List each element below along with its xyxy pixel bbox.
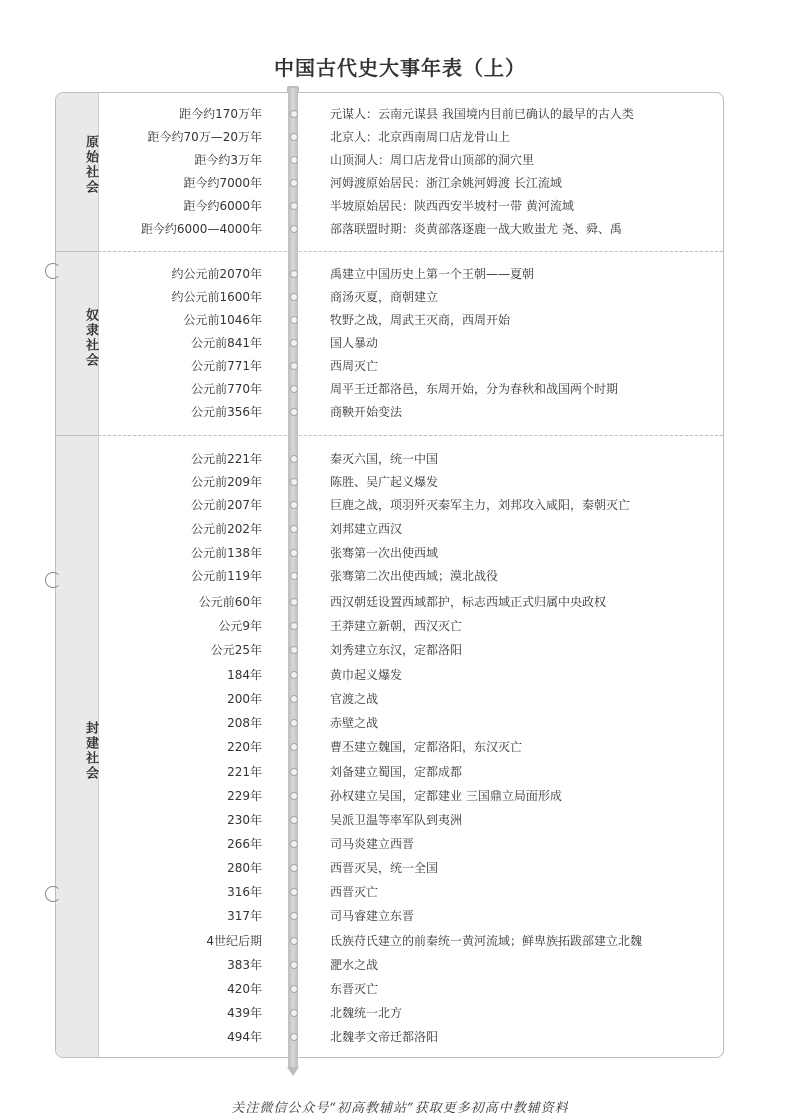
timeline-tick-icon xyxy=(290,719,298,727)
event-description: 东晋灭亡 xyxy=(330,982,379,996)
event-description: 司马炎建立西晋 xyxy=(330,837,415,851)
event-date: 公元前207年 xyxy=(191,498,262,512)
event-date: 公元前119年 xyxy=(191,569,262,583)
timeline-tick-icon xyxy=(290,768,298,776)
timeline-tick-icon xyxy=(290,912,298,920)
event-description: 刘秀建立东汉，定都洛阳 xyxy=(330,643,463,657)
timeline-tick-icon xyxy=(290,743,298,751)
timeline-row xyxy=(0,713,800,733)
timeline-row xyxy=(0,689,800,709)
event-date: 184年 xyxy=(227,668,262,682)
era-label-primitive: 原始社会 xyxy=(83,135,98,195)
event-description: 曹丕建立魏国，定都洛阳，东汉灭亡 xyxy=(330,740,523,754)
timeline-row xyxy=(0,333,800,353)
page-title: 中国古代史大事年表（上） xyxy=(274,56,526,80)
timeline-row xyxy=(0,737,800,757)
timeline-row xyxy=(0,979,800,999)
event-description: 商鞅开始变法 xyxy=(330,405,403,419)
event-date: 距今约170万年 xyxy=(179,107,262,121)
timeline-row xyxy=(0,449,800,469)
timeline-tick-icon xyxy=(290,598,298,606)
timeline-row xyxy=(0,150,800,170)
event-date: 439年 xyxy=(227,1006,262,1020)
event-description: 巨鹿之战，项羽歼灭秦军主力，刘邦攻入咸阳，秦朝灭亡 xyxy=(330,498,631,512)
event-description: 半坡原始居民：陕西西安半坡村一带 黄河流域 xyxy=(330,199,574,213)
timeline-row xyxy=(0,665,800,685)
timeline-tick-icon xyxy=(290,408,298,416)
timeline-tick-icon xyxy=(290,864,298,872)
event-date: 494年 xyxy=(227,1030,262,1044)
event-date: 公元前60年 xyxy=(198,595,262,609)
event-description: 刘邦建立西汉 xyxy=(330,522,403,536)
timeline-tick-icon xyxy=(290,1009,298,1017)
event-date: 383年 xyxy=(227,958,262,972)
timeline-row xyxy=(0,219,800,239)
timeline-row xyxy=(0,287,800,307)
timeline-tick-icon xyxy=(290,888,298,896)
timeline-row xyxy=(0,906,800,926)
timeline-row xyxy=(0,196,800,216)
event-description: 刘备建立蜀国，定都成都 xyxy=(330,765,463,779)
timeline-tick-icon xyxy=(290,133,298,141)
timeline-tick-icon xyxy=(290,478,298,486)
timeline-row xyxy=(0,310,800,330)
timeline-row xyxy=(0,786,800,806)
timeline-row xyxy=(0,592,800,612)
event-description: 部落联盟时期：炎黄部落逐鹿一战大败蚩尤 尧、舜、禹 xyxy=(330,222,622,236)
event-description: 官渡之战 xyxy=(330,692,379,706)
event-date: 距今约70万—20万年 xyxy=(147,130,262,144)
event-date: 约公元前1600年 xyxy=(171,290,262,304)
timeline-tick-icon xyxy=(290,270,298,278)
event-description: 西周灭亡 xyxy=(330,359,379,373)
event-date: 公元前771年 xyxy=(191,359,262,373)
timeline-row xyxy=(0,566,800,586)
event-date: 316年 xyxy=(227,885,262,899)
event-date: 280年 xyxy=(227,861,262,875)
timeline-row xyxy=(0,543,800,563)
event-date: 公元前202年 xyxy=(191,522,262,536)
timeline-tick-icon xyxy=(290,501,298,509)
timeline-tick-icon xyxy=(290,840,298,848)
event-date: 公元前209年 xyxy=(191,475,262,489)
event-date: 208年 xyxy=(227,716,262,730)
timeline-tick-icon xyxy=(290,671,298,679)
timeline-row xyxy=(0,356,800,376)
timeline-tick-icon xyxy=(290,202,298,210)
footer-note: 关注微信公众号“初高教辅站”获取更多初高中教辅资料 xyxy=(231,1101,569,1116)
event-description: 黄巾起义爆发 xyxy=(330,668,403,682)
event-description: 周平王迁都洛邑，东周开始，分为春秋和战国两个时期 xyxy=(330,382,619,396)
event-description: 氐族苻氏建立的前秦统一黄河流域；鲜卑族拓跋部建立北魏 xyxy=(330,934,643,948)
timeline-row xyxy=(0,1003,800,1023)
event-description: 西晋灭吴，统一全国 xyxy=(330,861,439,875)
event-description: 司马睿建立东晋 xyxy=(330,909,415,923)
timeline-tick-icon xyxy=(290,525,298,533)
event-description: 吴派卫温等率军队到夷洲 xyxy=(330,813,463,827)
timeline-row xyxy=(0,379,800,399)
event-description: 国人暴动 xyxy=(330,336,379,350)
event-date: 公元前1046年 xyxy=(183,313,262,327)
timeline-tick-icon xyxy=(290,792,298,800)
event-description: 王莽建立新朝，西汉灭亡 xyxy=(330,619,463,633)
event-date: 公元25年 xyxy=(210,643,262,657)
timeline-tick-icon xyxy=(290,455,298,463)
event-description: 牧野之战，周武王灭商，西周开始 xyxy=(330,313,511,327)
event-date: 220年 xyxy=(227,740,262,754)
timeline-row xyxy=(0,882,800,902)
timeline-tick-icon xyxy=(290,646,298,654)
event-date: 公元前138年 xyxy=(191,546,262,560)
timeline-row xyxy=(0,616,800,636)
era-sidebar-divider xyxy=(56,251,98,252)
event-description: 元谋人：云南元谋县 我国境内目前已确认的最早的古人类 xyxy=(330,107,634,121)
era-divider xyxy=(98,251,723,252)
event-description: 孙权建立吴国，定都建业 三国鼎立局面形成 xyxy=(330,789,562,803)
timeline-row xyxy=(0,931,800,951)
era-label-feudal: 封建社会 xyxy=(83,721,98,781)
event-date: 公元前356年 xyxy=(191,405,262,419)
timeline-row xyxy=(0,495,800,515)
timeline-row xyxy=(0,127,800,147)
timeline-row xyxy=(0,810,800,830)
event-description: 商汤灭夏，商朝建立 xyxy=(330,290,439,304)
event-description: 禹建立中国历史上第一个王朝——夏朝 xyxy=(330,267,535,281)
timeline-tick-icon xyxy=(290,695,298,703)
timeline-tick-icon xyxy=(290,937,298,945)
event-date: 420年 xyxy=(227,982,262,996)
event-date: 200年 xyxy=(227,692,262,706)
event-description: 河姆渡原始居民：浙江余姚河姆渡 长江流域 xyxy=(330,176,562,190)
timeline-tick-icon xyxy=(290,961,298,969)
event-date: 266年 xyxy=(227,837,262,851)
event-date: 距今约6000—4000年 xyxy=(140,222,262,236)
event-description: 西汉朝廷设置西域都护，标志西域正式归属中央政权 xyxy=(330,595,607,609)
event-date: 公元9年 xyxy=(218,619,262,633)
event-date: 4世纪后期 xyxy=(206,934,262,948)
timeline-tick-icon xyxy=(290,816,298,824)
timeline-tick-icon xyxy=(290,179,298,187)
timeline-tick-icon xyxy=(290,225,298,233)
era-sidebar-divider xyxy=(56,435,98,436)
event-description: 陈胜、吴广起义爆发 xyxy=(330,475,439,489)
event-date: 公元前841年 xyxy=(191,336,262,350)
timeline-row xyxy=(0,834,800,854)
timeline-tick-icon xyxy=(290,110,298,118)
timeline-tick-icon xyxy=(290,572,298,580)
event-date: 公元前221年 xyxy=(191,452,262,466)
event-description: 秦灭六国，统一中国 xyxy=(330,452,439,466)
event-description: 张骞第二次出使西域；漠北战役 xyxy=(330,569,499,583)
event-date: 229年 xyxy=(227,789,262,803)
timeline-tick-icon xyxy=(290,549,298,557)
timeline-row xyxy=(0,472,800,492)
timeline-row xyxy=(0,104,800,124)
timeline-row xyxy=(0,762,800,782)
event-description: 赤壁之战 xyxy=(330,716,379,730)
timeline-row xyxy=(0,519,800,539)
timeline-tick-icon xyxy=(290,316,298,324)
event-date: 距今约6000年 xyxy=(183,199,262,213)
timeline-row xyxy=(0,264,800,284)
era-label-slave: 奴隶社会 xyxy=(83,308,98,368)
event-date: 221年 xyxy=(227,765,262,779)
event-description: 张骞第一次出使西域 xyxy=(330,546,439,560)
event-description: 北魏统一北方 xyxy=(330,1006,403,1020)
event-description: 淝水之战 xyxy=(330,958,379,972)
timeline-row xyxy=(0,1027,800,1047)
timeline-tick-icon xyxy=(290,622,298,630)
event-date: 317年 xyxy=(227,909,262,923)
timeline-tick-icon xyxy=(290,362,298,370)
event-date: 公元前770年 xyxy=(191,382,262,396)
timeline-tick-icon xyxy=(290,385,298,393)
timeline-tick-icon xyxy=(290,156,298,164)
event-description: 北京人：北京西南周口店龙骨山上 xyxy=(330,130,511,144)
era-divider xyxy=(98,435,723,436)
event-date: 距今约7000年 xyxy=(183,176,262,190)
timeline-tick-icon xyxy=(290,339,298,347)
timeline-tick-icon xyxy=(290,293,298,301)
timeline-row xyxy=(0,402,800,422)
timeline-tick-icon xyxy=(290,985,298,993)
event-date: 230年 xyxy=(227,813,262,827)
timeline-row xyxy=(0,858,800,878)
event-description: 北魏孝文帝迁都洛阳 xyxy=(330,1030,439,1044)
event-description: 西晋灭亡 xyxy=(330,885,379,899)
event-date: 距今约3万年 xyxy=(194,153,262,167)
event-date: 约公元前2070年 xyxy=(171,267,262,281)
timeline-row xyxy=(0,173,800,193)
timeline-row xyxy=(0,955,800,975)
event-description: 山顶洞人：周口店龙骨山顶部的洞穴里 xyxy=(330,153,535,167)
timeline-tick-icon xyxy=(290,1033,298,1041)
timeline-row xyxy=(0,640,800,660)
